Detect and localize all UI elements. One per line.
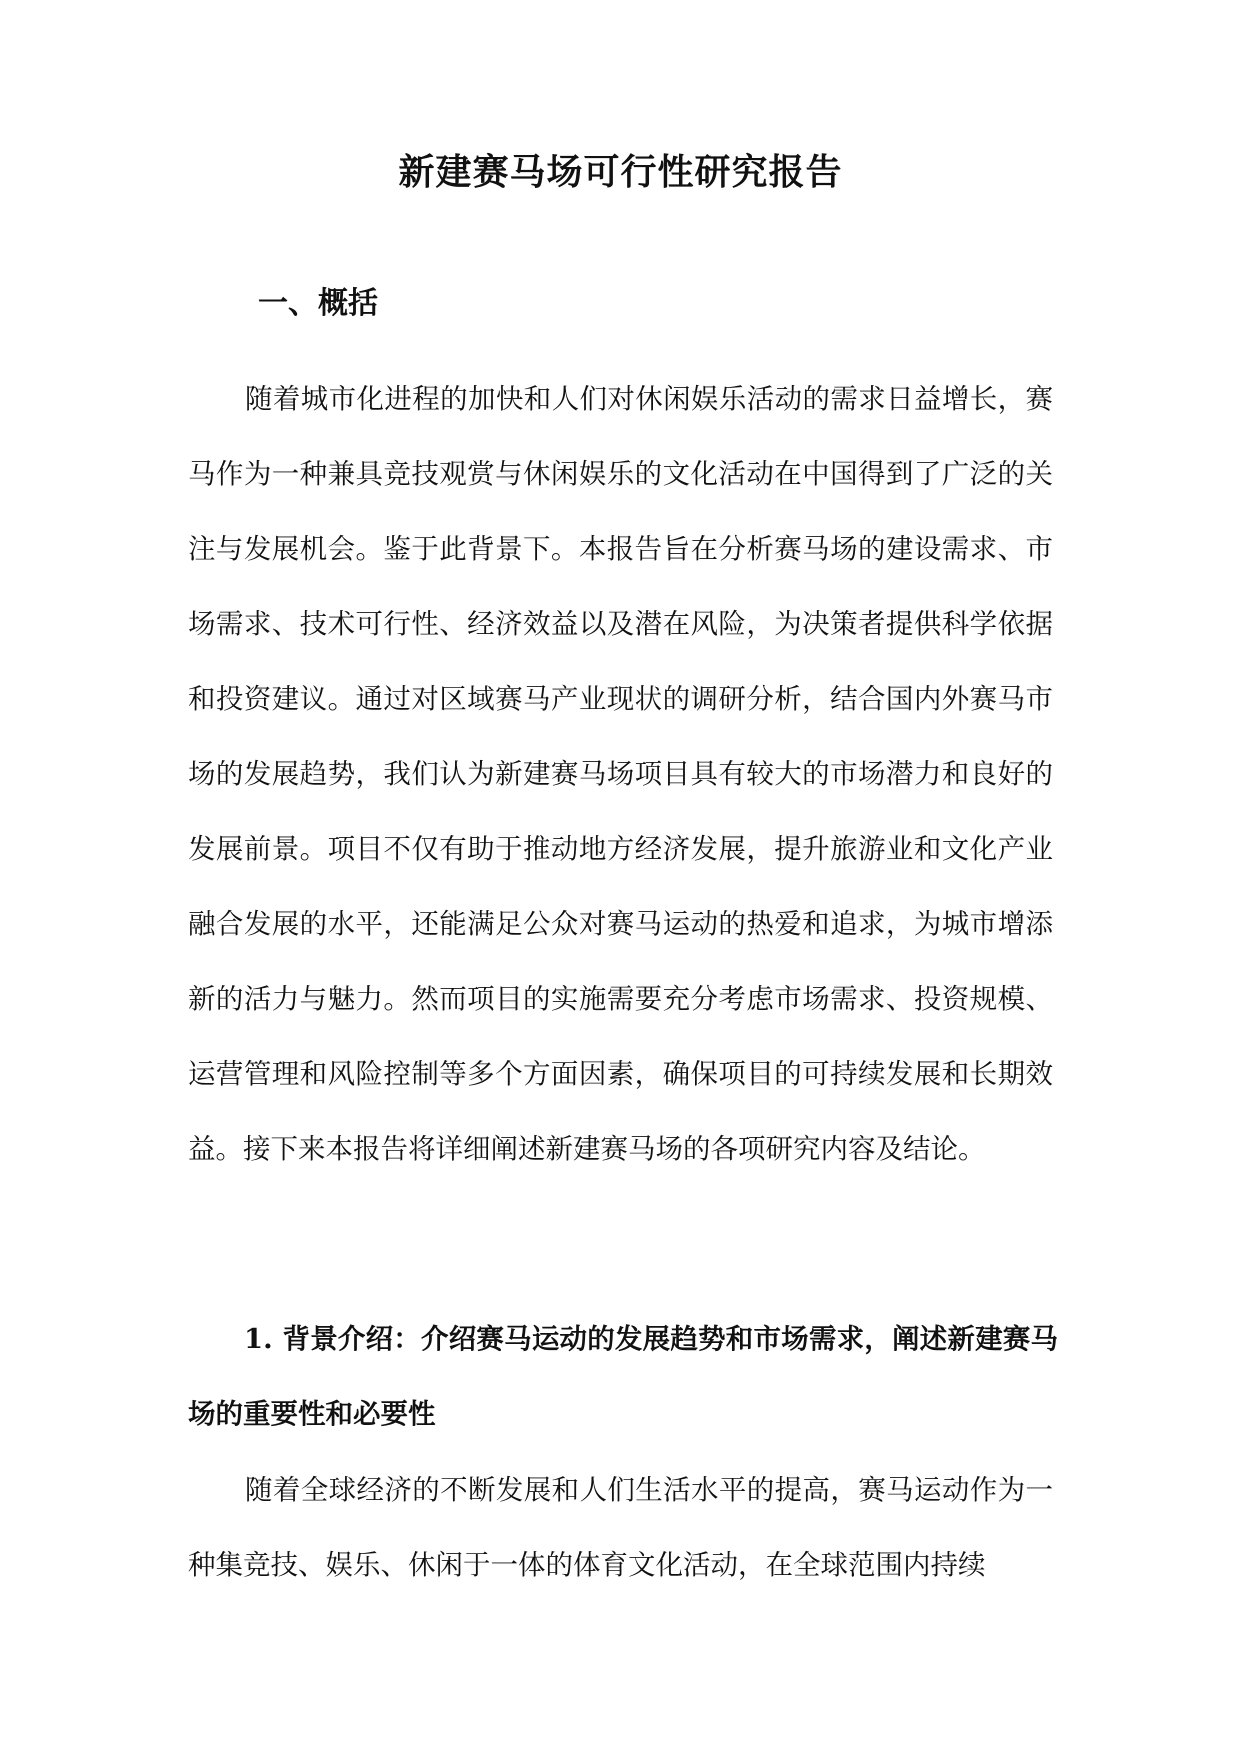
overview-paragraph: 随着城市化进程的加快和人们对休闲娱乐活动的需求日益增长，赛马作为一种兼具竞技观赏与休闲娱乐的文化活动在中国得到了广泛的关注与发展机会。鉴于此背景下。本报告旨在分析赛马场的建设需求、市场需求、技术可行性、经济效益以及潜在风险，为决策者提供科学依据和投资建议。通过对区域赛马产业现状的调研分析，结合国内外赛马市场的发展趋势，我们认为新建赛马场项目具有较大的市场潜力和良好的发展前景。项目不仅有助于推动地方经济发展，提升旅游业和文化产业融合发展的水平，还能满足公众对赛马运动的热爱和追求，为城市增添新的活力与魅力。然而项目的实施需要充分考虑市场需求、投资规模、运营管理和风险控制等多个方面因素，确保项目的可持续发展和长期效益。接下来本报告将详细阐述新建赛马场的各项研究内容及结论。 <box>188 383 1053 1165</box>
document-title: 新建赛马场可行性研究报告 <box>398 151 843 193</box>
background-paragraph: 随着全球经济的不断发展和人们生活水平的提高，赛马运动作为一种集竞技、娱乐、休闲于一体的体育文化活动，在全球范围内持续 <box>188 1474 1053 1581</box>
section-heading-overview: 一、概括 <box>258 286 378 321</box>
subsection-heading-background: 1. 背景介绍：介绍赛马运动的发展趋势和市场需求，阐述新建赛马场的重要性和必要性 <box>188 1323 1058 1430</box>
